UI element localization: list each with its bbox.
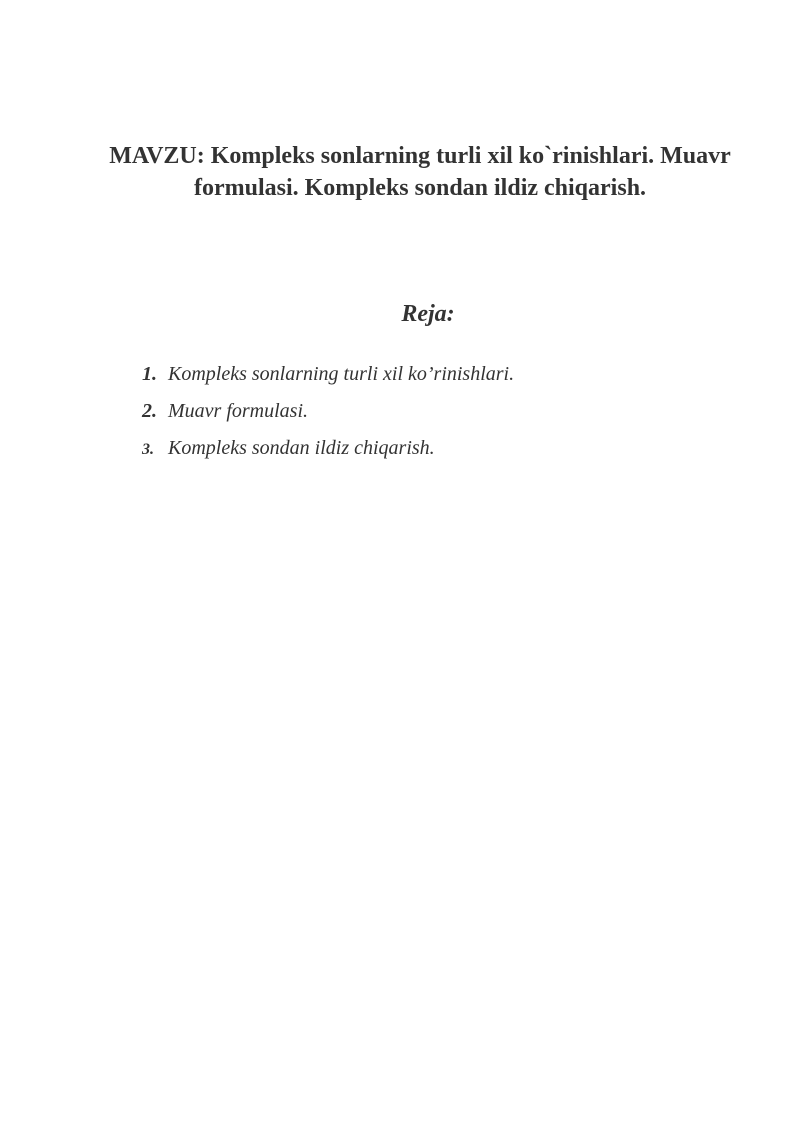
plan-item: [142, 397, 514, 434]
plan-item-text: Kompleks sondan ildiz chiqarish.: [168, 437, 435, 459]
title-line-1: MAVZU: Kompleks sonlarning turli xil ko`rinishlari. Muavr: [109, 143, 731, 169]
plan-item-number: 3.: [142, 441, 154, 458]
plan-item-number: 2.: [142, 400, 157, 422]
plan-item: [142, 360, 514, 397]
plan-item-text: Kompleks sonlarning turli xil ko’rinishlari.: [168, 363, 515, 385]
plan-item: [142, 434, 514, 471]
title-line-2: formulasi. Kompleks sondan ildiz chiqarish.: [193, 175, 647, 201]
document-title: [60, 140, 780, 204]
plan-item-text: Muavr formulasi.: [168, 400, 308, 422]
plan-item-number: 1.: [142, 363, 157, 385]
plan-heading: Reja:: [401, 301, 455, 327]
plan-list: [142, 360, 514, 471]
